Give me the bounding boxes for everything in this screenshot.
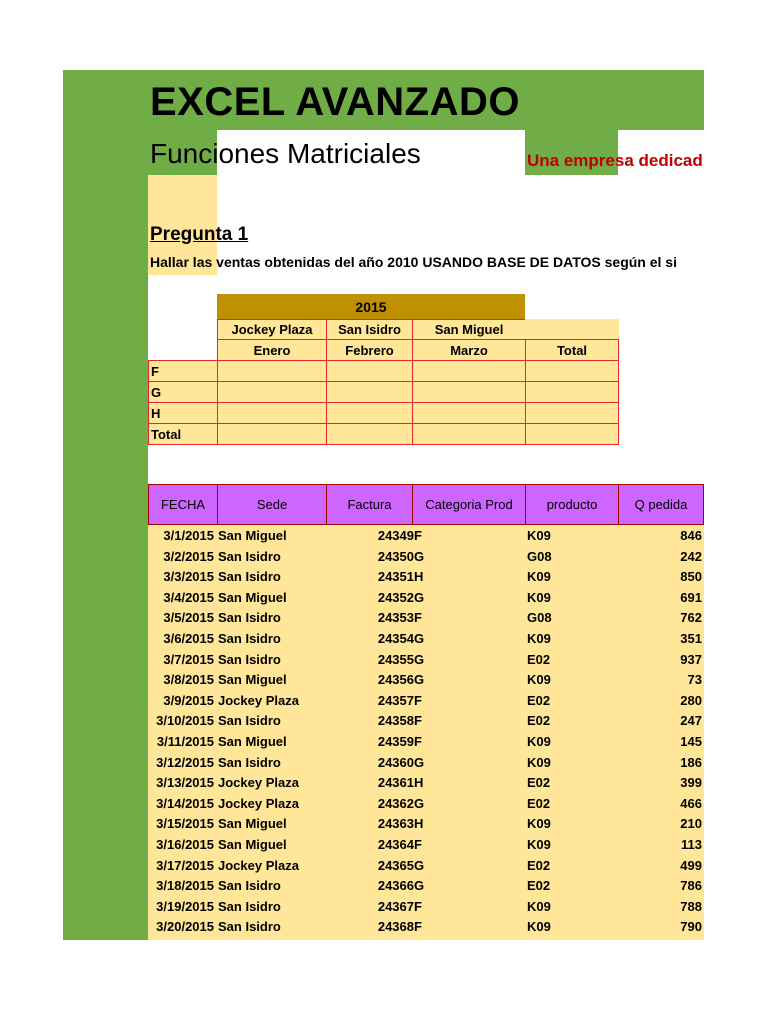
summary-sede-jockey: Jockey Plaza (217, 319, 327, 340)
sede-cell: San Isidro (218, 610, 281, 626)
q-pedida-cell: 247 (680, 713, 702, 729)
table-row (148, 629, 704, 650)
table-row (148, 814, 704, 835)
factura-cell: 24352 (377, 589, 414, 605)
summary-cell (326, 402, 413, 424)
producto-cell: G08 (527, 548, 552, 564)
q-pedida-cell: 846 (680, 528, 702, 543)
categoria-cell: G (414, 651, 425, 667)
summary-month-marzo: Marzo (412, 339, 526, 361)
factura-cell: 24361 (377, 775, 414, 791)
producto-cell: K09 (527, 734, 551, 749)
col-header-producto: producto (525, 484, 619, 525)
summary-year-header: 2015 (217, 294, 525, 319)
question-text: Hallar las ventas obtenidas del año 2010 USANDO BASE DE DATOS según el si (150, 254, 677, 270)
factura-cell: 24364 (377, 837, 414, 852)
factura-cell: 24354 (377, 631, 414, 646)
sede-cell: Jockey Plaza (218, 692, 299, 708)
summary-row-label: G (148, 381, 218, 403)
summary-cell (412, 423, 526, 445)
fecha-cell: 3/19/2015 (156, 898, 214, 914)
categoria-cell: G (414, 754, 425, 770)
table-row (148, 876, 704, 897)
factura-cell: 24356 (377, 672, 414, 688)
sede-cell: San Miguel (218, 672, 287, 688)
factura-cell: 24358 (377, 713, 414, 729)
summary-cell (525, 423, 619, 445)
producto-cell: G08 (527, 610, 552, 626)
summary-cell (326, 360, 413, 382)
factura-cell: 24368 (377, 919, 414, 935)
producto-cell: K09 (527, 919, 551, 935)
fecha-cell: 3/14/2015 (156, 795, 214, 811)
producto-cell: K09 (527, 816, 551, 832)
categoria-cell: G (414, 672, 425, 688)
table-row (148, 794, 704, 815)
categoria-cell: H (414, 775, 424, 791)
fecha-cell: 3/7/2015 (163, 651, 214, 667)
table-row (148, 608, 704, 629)
q-pedida-cell: 786 (680, 878, 702, 894)
sede-cell: San Isidro (218, 713, 281, 729)
fecha-cell: 3/6/2015 (163, 631, 214, 646)
table-row (148, 670, 704, 691)
table-row (148, 753, 704, 774)
summary-blank-header (525, 319, 619, 340)
factura-cell: 24363 (377, 816, 414, 832)
producto-cell: E02 (527, 857, 551, 873)
q-pedida-cell: 466 (680, 795, 702, 811)
q-pedida-cell: 73 (687, 672, 702, 688)
sede-cell: Jockey Plaza (218, 857, 299, 873)
summary-row-label: Total (148, 423, 218, 445)
categoria-cell: F (414, 734, 422, 749)
summary-cell (326, 381, 413, 403)
producto-cell: E02 (527, 795, 551, 811)
sede-cell: San Isidro (218, 548, 281, 564)
factura-cell: 24355 (377, 651, 414, 667)
page-subtitle: Funciones Matriciales (150, 138, 421, 169)
categoria-cell: H (414, 569, 424, 585)
producto-cell: K09 (527, 631, 551, 646)
summary-cell (217, 423, 327, 445)
sede-cell: San Isidro (218, 754, 281, 770)
fecha-cell: 3/4/2015 (163, 589, 214, 605)
factura-cell: 24359 (377, 734, 414, 749)
q-pedida-cell: 145 (680, 734, 702, 749)
fecha-cell: 3/9/2015 (163, 692, 214, 708)
fecha-cell: 3/2/2015 (163, 548, 214, 564)
producto-cell: K09 (527, 672, 551, 688)
fecha-cell: 3/20/2015 (156, 919, 214, 935)
fecha-cell: 3/8/2015 (163, 672, 214, 688)
summary-cell (525, 402, 619, 424)
q-pedida-cell: 790 (680, 919, 702, 935)
summary-cell (217, 402, 327, 424)
summary-cell (217, 360, 327, 382)
fecha-cell: 3/13/2015 (156, 775, 214, 791)
summary-row-label: F (148, 360, 218, 382)
producto-cell: K09 (527, 528, 551, 543)
producto-cell: K09 (527, 589, 551, 605)
summary-sede-isidro: San Isidro (326, 319, 413, 340)
table-row (148, 691, 704, 712)
q-pedida-cell: 762 (680, 610, 702, 626)
fecha-cell: 3/3/2015 (163, 569, 214, 585)
factura-cell: 24367 (377, 898, 414, 914)
producto-cell: K09 (527, 898, 551, 914)
summary-row-label: H (148, 402, 218, 424)
fecha-cell: 3/1/2015 (163, 528, 214, 543)
sede-cell: Jockey Plaza (218, 775, 299, 791)
table-row (148, 567, 704, 588)
sede-cell: San Isidro (218, 631, 281, 646)
factura-cell: 24350 (377, 548, 414, 564)
table-row (148, 732, 704, 753)
table-row (148, 835, 704, 856)
factura-cell: 24362 (377, 795, 414, 811)
producto-cell: E02 (527, 775, 551, 791)
table-row (148, 711, 704, 732)
fecha-cell: 3/18/2015 (156, 878, 214, 894)
summary-month-enero: Enero (217, 339, 327, 361)
categoria-cell: F (414, 713, 422, 729)
factura-cell: 24353 (377, 610, 414, 626)
col-header-factura: Factura (326, 484, 413, 525)
summary-month-febrero: Febrero (326, 339, 413, 361)
summary-cell (326, 423, 413, 445)
q-pedida-cell: 937 (680, 651, 702, 667)
sede-cell: San Isidro (218, 878, 281, 894)
fecha-cell: 3/10/2015 (156, 713, 214, 729)
factura-cell: 24349 (377, 528, 414, 543)
summary-sede-miguel: San Miguel (412, 319, 526, 340)
sede-cell: San Miguel (218, 528, 287, 543)
factura-cell: 24366 (377, 878, 414, 894)
table-row (148, 856, 704, 877)
summary-cell (412, 381, 526, 403)
q-pedida-cell: 210 (680, 816, 702, 832)
producto-cell: E02 (527, 713, 551, 729)
categoria-cell: F (414, 528, 422, 543)
summary-cell (412, 402, 526, 424)
q-pedida-cell: 499 (680, 857, 702, 873)
summary-cell (217, 381, 327, 403)
fecha-cell: 3/11/2015 (156, 734, 214, 749)
table-row (148, 897, 704, 918)
sede-cell: San Isidro (218, 919, 281, 935)
sede-cell: San Isidro (218, 898, 281, 914)
categoria-cell: F (414, 610, 422, 626)
producto-cell: K09 (527, 569, 551, 585)
categoria-cell: F (414, 898, 422, 914)
producto-cell: E02 (527, 651, 551, 667)
categoria-cell: G (414, 548, 425, 564)
green-left-column (63, 175, 148, 940)
producto-cell: K09 (527, 754, 551, 770)
categoria-cell: F (414, 692, 422, 708)
q-pedida-cell: 113 (681, 837, 702, 852)
categoria-cell: G (414, 589, 425, 605)
q-pedida-cell: 351 (680, 631, 702, 646)
categoria-cell: F (414, 919, 422, 935)
col-header-q-pedida: Q pedida (618, 484, 704, 525)
question-heading: Pregunta 1 (150, 224, 249, 245)
summary-cell (412, 360, 526, 382)
sede-cell: San Miguel (218, 837, 287, 852)
table-row (148, 917, 704, 938)
q-pedida-cell: 399 (680, 775, 702, 791)
factura-cell: 24357 (377, 692, 414, 708)
summary-cell (525, 381, 619, 403)
company-description-text: Una empresa dedicad (527, 151, 703, 170)
categoria-cell: G (414, 795, 425, 811)
factura-cell: 24351 (377, 569, 414, 585)
col-header-sede: Sede (217, 484, 327, 525)
summary-total-header: Total (525, 339, 619, 361)
producto-cell: E02 (527, 692, 551, 708)
categoria-cell: G (414, 878, 425, 894)
sede-cell: San Miguel (218, 816, 287, 832)
fecha-cell: 3/16/2015 (156, 837, 214, 852)
table-row (148, 773, 704, 794)
page-title: EXCEL AVANZADO (150, 80, 520, 124)
col-header-categoria: Categoria Prod (412, 484, 526, 525)
q-pedida-cell: 280 (680, 692, 702, 708)
q-pedida-cell: 788 (680, 898, 702, 914)
q-pedida-cell: 242 (680, 548, 702, 564)
categoria-cell: G (414, 857, 425, 873)
table-row (148, 650, 704, 671)
q-pedida-cell: 186 (680, 754, 702, 770)
categoria-cell: H (414, 816, 424, 832)
producto-cell: E02 (527, 878, 551, 894)
table-row (148, 526, 704, 547)
col-header-fecha: FECHA (148, 484, 218, 525)
fecha-cell: 3/17/2015 (156, 857, 214, 873)
categoria-cell: F (414, 837, 422, 852)
sede-cell: San Isidro (218, 569, 281, 585)
sede-cell: San Isidro (218, 651, 281, 667)
categoria-cell: G (414, 631, 425, 646)
sede-cell: San Miguel (218, 589, 287, 605)
fecha-cell: 3/12/2015 (156, 754, 214, 770)
table-row (148, 588, 704, 609)
summary-cell (525, 360, 619, 382)
table-row (148, 547, 704, 568)
producto-cell: K09 (527, 837, 551, 852)
factura-cell: 24360 (377, 754, 414, 770)
factura-cell: 24365 (377, 857, 414, 873)
q-pedida-cell: 850 (680, 569, 702, 585)
sede-cell: San Miguel (218, 734, 287, 749)
fecha-cell: 3/5/2015 (163, 610, 214, 626)
q-pedida-cell: 691 (680, 589, 702, 605)
sede-cell: Jockey Plaza (218, 795, 299, 811)
fecha-cell: 3/15/2015 (156, 816, 214, 832)
